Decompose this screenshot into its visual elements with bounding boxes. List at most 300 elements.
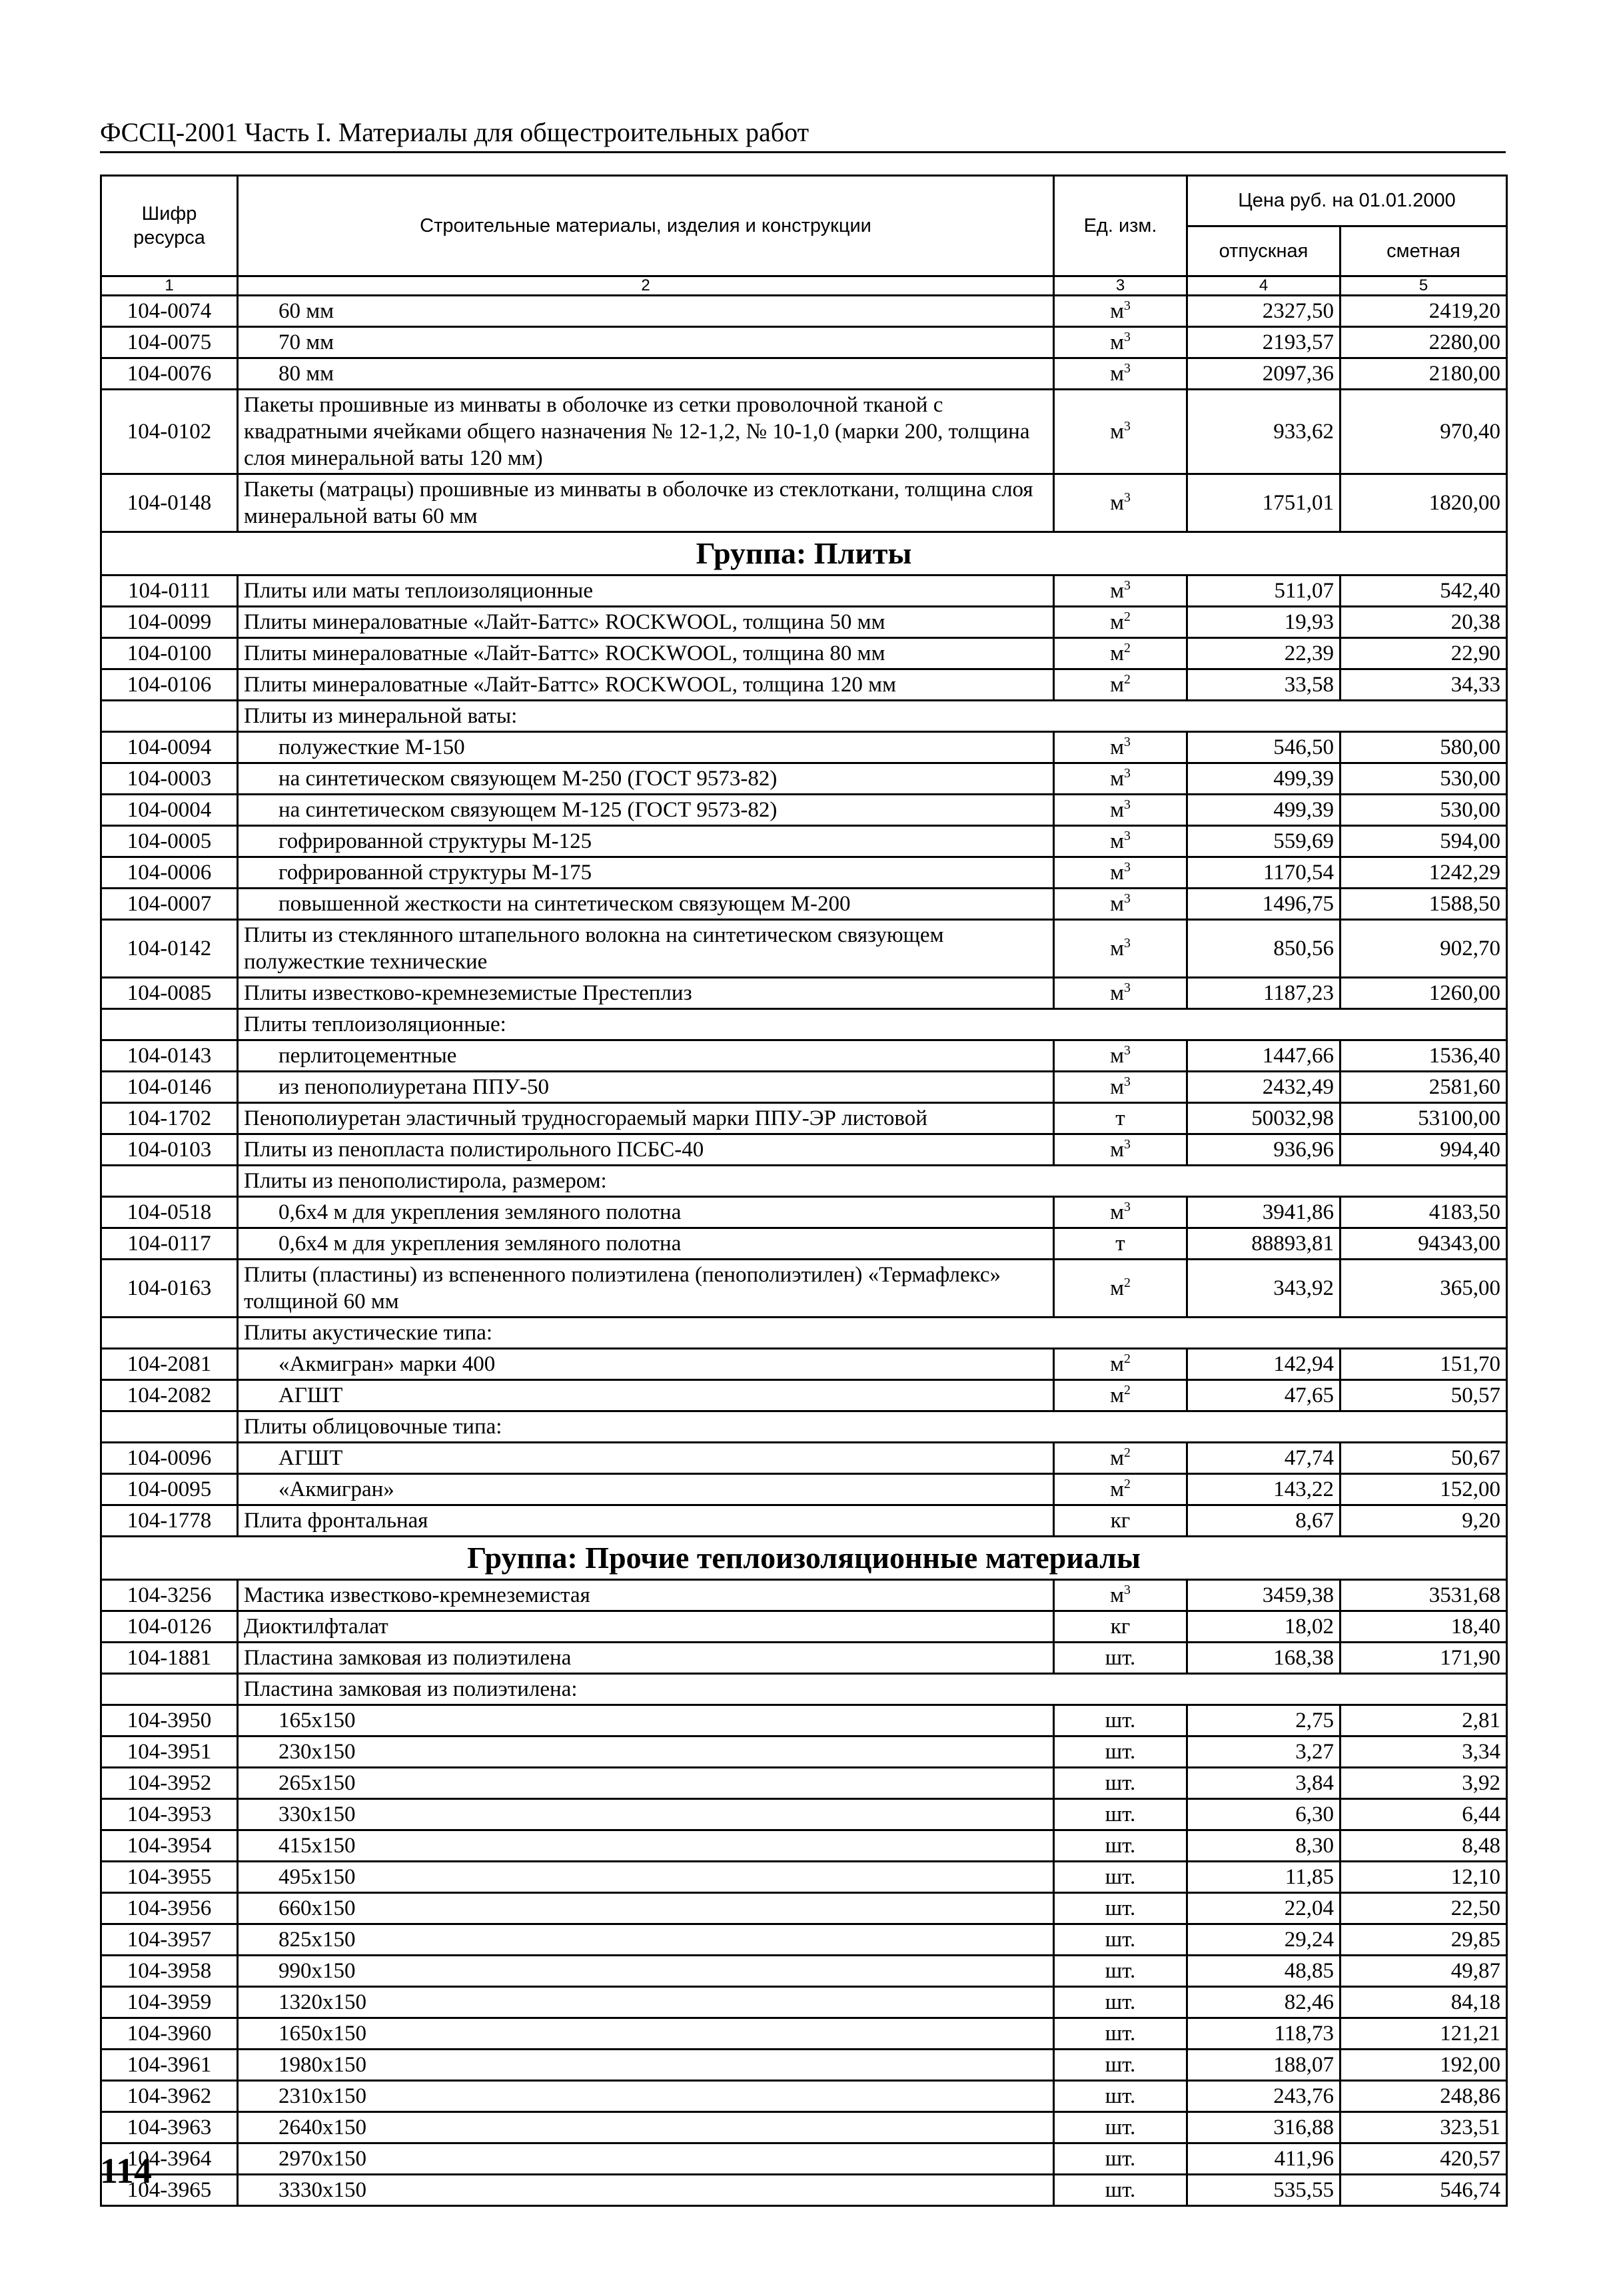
material-name: 0,6х4 м для укрепления земляного полотна bbox=[238, 1197, 1054, 1228]
subheading-row bbox=[101, 1166, 1507, 1197]
unit-cell bbox=[1054, 327, 1187, 358]
resource-code: 104-0096 bbox=[101, 1443, 238, 1474]
material-name: 660х150 bbox=[238, 1893, 1054, 1924]
table-row bbox=[101, 1505, 1507, 1537]
header-estimate-price: сметная bbox=[1341, 226, 1507, 276]
table-row bbox=[101, 1987, 1507, 2018]
unit-text: кг bbox=[1110, 1615, 1131, 1639]
table-row bbox=[101, 1799, 1507, 1830]
resource-code: 104-0126 bbox=[101, 1611, 238, 1643]
estimate-price: 152,00 bbox=[1341, 1474, 1507, 1505]
unit-text: шт. bbox=[1105, 1928, 1136, 1952]
unit-exponent: 2 bbox=[1124, 1351, 1131, 1366]
release-price: 243,76 bbox=[1187, 2081, 1341, 2112]
row-code-empty bbox=[101, 1411, 238, 1443]
unit-text: м bbox=[1110, 861, 1124, 885]
release-price: 2,75 bbox=[1187, 1705, 1341, 1736]
unit-cell bbox=[1054, 857, 1187, 889]
resource-code: 104-1702 bbox=[101, 1103, 238, 1134]
material-name: Диоктилфталат bbox=[238, 1611, 1054, 1643]
unit-exponent: 3 bbox=[1124, 797, 1131, 812]
unit-cell bbox=[1054, 575, 1187, 607]
unit-exponent: 3 bbox=[1124, 1583, 1131, 1597]
price-table bbox=[100, 175, 1508, 2207]
unit-text: шт. bbox=[1105, 2115, 1136, 2139]
unit-cell bbox=[1054, 1197, 1187, 1228]
row-code-empty bbox=[101, 701, 238, 732]
release-price: 188,07 bbox=[1187, 2050, 1341, 2081]
subheading-filler bbox=[1054, 1166, 1507, 1197]
estimate-price: 6,44 bbox=[1341, 1799, 1507, 1830]
unit-text: м bbox=[1110, 330, 1124, 354]
resource-code: 104-0094 bbox=[101, 732, 238, 763]
resource-code: 104-3959 bbox=[101, 1987, 238, 2018]
unit-cell bbox=[1054, 1040, 1187, 1072]
resource-code: 104-0006 bbox=[101, 857, 238, 889]
table-row bbox=[101, 763, 1507, 795]
unit-cell bbox=[1054, 1349, 1187, 1380]
resource-code: 104-0007 bbox=[101, 889, 238, 920]
unit-text: м bbox=[1110, 610, 1124, 634]
release-price: 2432,49 bbox=[1187, 1072, 1341, 1103]
release-price: 47,74 bbox=[1187, 1443, 1341, 1474]
material-name: Плиты минераловатные «Лайт-Баттс» ROCKWOOL, толщина 80 мм bbox=[238, 638, 1054, 669]
table-row bbox=[101, 2175, 1507, 2206]
table-row bbox=[101, 1956, 1507, 1987]
unit-exponent: 2 bbox=[1124, 1276, 1131, 1290]
material-name: «Акмигран» bbox=[238, 1474, 1054, 1505]
estimate-price: 50,67 bbox=[1341, 1443, 1507, 1474]
material-name: перлитоцементные bbox=[238, 1040, 1054, 1072]
resource-code: 104-1778 bbox=[101, 1505, 238, 1537]
unit-text: м bbox=[1110, 1352, 1124, 1376]
material-name: гофрированной структуры М-175 bbox=[238, 857, 1054, 889]
subheading-row bbox=[101, 1318, 1507, 1349]
column-number: 1 bbox=[101, 276, 238, 296]
unit-text: шт. bbox=[1105, 1959, 1136, 1983]
table-row bbox=[101, 607, 1507, 638]
release-price: 936,96 bbox=[1187, 1134, 1341, 1166]
resource-code: 104-0004 bbox=[101, 795, 238, 826]
unit-cell bbox=[1054, 1987, 1187, 2018]
unit-cell bbox=[1054, 1611, 1187, 1643]
resource-code: 104-3965 bbox=[101, 2175, 238, 2206]
unit-text: м bbox=[1110, 1075, 1124, 1099]
estimate-price: 3,92 bbox=[1341, 1768, 1507, 1799]
subheading-filler bbox=[1054, 1674, 1507, 1705]
unit-cell bbox=[1054, 1260, 1187, 1318]
unit-cell bbox=[1054, 732, 1187, 763]
unit-cell bbox=[1054, 978, 1187, 1009]
resource-code: 104-0111 bbox=[101, 575, 238, 607]
unit-cell bbox=[1054, 1705, 1187, 1736]
unit-exponent: 3 bbox=[1124, 860, 1131, 875]
material-name: Плиты минераловатные «Лайт-Баттс» ROCKWOOL, толщина 120 мм bbox=[238, 669, 1054, 701]
resource-code: 104-0143 bbox=[101, 1040, 238, 1072]
unit-cell bbox=[1054, 889, 1187, 920]
resource-code: 104-0100 bbox=[101, 638, 238, 669]
release-price: 2097,36 bbox=[1187, 358, 1341, 390]
resource-code: 104-3956 bbox=[101, 1893, 238, 1924]
unit-text: шт. bbox=[1105, 2084, 1136, 2108]
estimate-price: 594,00 bbox=[1341, 826, 1507, 857]
subheading-row bbox=[101, 701, 1507, 732]
resource-code: 104-3950 bbox=[101, 1705, 238, 1736]
estimate-price: 2180,00 bbox=[1341, 358, 1507, 390]
table-row bbox=[101, 296, 1507, 327]
group-title: Группа: Плиты bbox=[101, 532, 1507, 575]
resource-code: 104-3954 bbox=[101, 1830, 238, 1862]
table-row bbox=[101, 1736, 1507, 1768]
table-row bbox=[101, 1611, 1507, 1643]
resource-code: 104-0085 bbox=[101, 978, 238, 1009]
table-row bbox=[101, 358, 1507, 390]
unit-cell bbox=[1054, 1443, 1187, 1474]
table-row bbox=[101, 390, 1507, 474]
unit-text: т bbox=[1115, 1106, 1125, 1130]
material-name: на синтетическом связующем М-250 (ГОСТ 9573-82) bbox=[238, 763, 1054, 795]
estimate-price: 121,21 bbox=[1341, 2018, 1507, 2050]
unit-exponent: 3 bbox=[1124, 1137, 1131, 1152]
estimate-price: 1536,40 bbox=[1341, 1040, 1507, 1072]
subheading-row bbox=[101, 1411, 1507, 1443]
material-name: 825х150 bbox=[238, 1924, 1054, 1956]
release-price: 559,69 bbox=[1187, 826, 1341, 857]
release-price: 47,65 bbox=[1187, 1380, 1341, 1411]
table-row bbox=[101, 2018, 1507, 2050]
unit-cell bbox=[1054, 1924, 1187, 1956]
unit-exponent: 3 bbox=[1124, 330, 1131, 344]
release-price: 3,84 bbox=[1187, 1768, 1341, 1799]
header-code: Шифр ресурса bbox=[101, 176, 238, 276]
estimate-price: 22,90 bbox=[1341, 638, 1507, 669]
unit-cell bbox=[1054, 1505, 1187, 1537]
estimate-price: 4183,50 bbox=[1341, 1197, 1507, 1228]
material-name: 230х150 bbox=[238, 1736, 1054, 1768]
table-row bbox=[101, 732, 1507, 763]
material-name: 990х150 bbox=[238, 1956, 1054, 1987]
unit-cell bbox=[1054, 1830, 1187, 1862]
table-row bbox=[101, 857, 1507, 889]
unit-cell bbox=[1054, 1580, 1187, 1611]
unit-text: м bbox=[1110, 937, 1124, 960]
unit-text: шт. bbox=[1105, 1865, 1136, 1889]
table-row bbox=[101, 978, 1507, 1009]
column-number: 4 bbox=[1187, 276, 1341, 296]
unit-exponent: 3 bbox=[1124, 829, 1131, 843]
table-row bbox=[101, 1643, 1507, 1674]
subheading-row bbox=[101, 1674, 1507, 1705]
estimate-price: 9,20 bbox=[1341, 1505, 1507, 1537]
unit-cell bbox=[1054, 2143, 1187, 2175]
release-price: 22,04 bbox=[1187, 1893, 1341, 1924]
release-price: 1187,23 bbox=[1187, 978, 1341, 1009]
unit-exponent: 3 bbox=[1124, 891, 1131, 906]
material-name: 2970х150 bbox=[238, 2143, 1054, 2175]
unit-text: шт. bbox=[1105, 1646, 1136, 1670]
release-price: 1170,54 bbox=[1187, 857, 1341, 889]
estimate-price: 8,48 bbox=[1341, 1830, 1507, 1862]
unit-text: шт. bbox=[1105, 1990, 1136, 2014]
unit-cell bbox=[1054, 1228, 1187, 1260]
material-name: АГШТ bbox=[238, 1380, 1054, 1411]
release-price: 933,62 bbox=[1187, 390, 1341, 474]
unit-cell bbox=[1054, 1072, 1187, 1103]
material-name: 165х150 bbox=[238, 1705, 1054, 1736]
resource-code: 104-2082 bbox=[101, 1380, 238, 1411]
resource-code: 104-3962 bbox=[101, 2081, 238, 2112]
resource-code: 104-0076 bbox=[101, 358, 238, 390]
table-row bbox=[101, 1260, 1507, 1318]
material-name: 330х150 bbox=[238, 1799, 1054, 1830]
page-number: 114 bbox=[100, 2151, 153, 2191]
table-row bbox=[101, 1830, 1507, 1862]
estimate-price: 94343,00 bbox=[1341, 1228, 1507, 1260]
estimate-price: 18,40 bbox=[1341, 1611, 1507, 1643]
unit-text: м bbox=[1110, 829, 1124, 853]
unit-text: м bbox=[1110, 767, 1124, 791]
estimate-price: 29,85 bbox=[1341, 1924, 1507, 1956]
release-price: 8,30 bbox=[1187, 1830, 1341, 1862]
unit-text: м bbox=[1110, 362, 1124, 386]
unit-text: шт. bbox=[1105, 1771, 1136, 1795]
release-price: 511,07 bbox=[1187, 575, 1341, 607]
table-row bbox=[101, 638, 1507, 669]
resource-code: 104-0142 bbox=[101, 920, 238, 978]
unit-cell bbox=[1054, 474, 1187, 532]
table-row bbox=[101, 2112, 1507, 2143]
resource-code: 104-0146 bbox=[101, 1072, 238, 1103]
material-name: полужесткие М-150 bbox=[238, 732, 1054, 763]
estimate-price: 1260,00 bbox=[1341, 978, 1507, 1009]
release-price: 8,67 bbox=[1187, 1505, 1341, 1537]
material-name: 0,6х4 м для укрепления земляного полотна bbox=[238, 1228, 1054, 1260]
table-row bbox=[101, 575, 1507, 607]
unit-exponent: 2 bbox=[1124, 1383, 1131, 1397]
table-header-row bbox=[101, 176, 1507, 226]
unit-text: м bbox=[1110, 892, 1124, 916]
column-number: 3 bbox=[1054, 276, 1187, 296]
unit-cell bbox=[1054, 1956, 1187, 1987]
estimate-price: 171,90 bbox=[1341, 1643, 1507, 1674]
estimate-price: 1588,50 bbox=[1341, 889, 1507, 920]
estimate-price: 580,00 bbox=[1341, 732, 1507, 763]
resource-code: 104-3957 bbox=[101, 1924, 238, 1956]
subheading-text: Пластина замковая из полиэтилена: bbox=[238, 1674, 1054, 1705]
subheading-filler bbox=[1054, 701, 1507, 732]
estimate-price: 1820,00 bbox=[1341, 474, 1507, 532]
estimate-price: 365,00 bbox=[1341, 1260, 1507, 1318]
table-row bbox=[101, 2050, 1507, 2081]
unit-exponent: 2 bbox=[1124, 609, 1131, 624]
material-name: Плиты известково-кремнеземистые Престеплиз bbox=[238, 978, 1054, 1009]
table-row bbox=[101, 1580, 1507, 1611]
header-price: Цена руб. на 01.01.2000 bbox=[1187, 176, 1507, 226]
release-price: 168,38 bbox=[1187, 1643, 1341, 1674]
unit-exponent: 3 bbox=[1124, 298, 1131, 313]
table-row bbox=[101, 1349, 1507, 1380]
unit-cell bbox=[1054, 1862, 1187, 1893]
table-row bbox=[101, 669, 1507, 701]
subheading-text: Плиты акустические типа: bbox=[238, 1318, 1054, 1349]
table-row bbox=[101, 1103, 1507, 1134]
estimate-price: 530,00 bbox=[1341, 763, 1507, 795]
subheading-text: Плиты из минеральной ваты: bbox=[238, 701, 1054, 732]
unit-text: шт. bbox=[1105, 1802, 1136, 1826]
resource-code: 104-3964 bbox=[101, 2143, 238, 2175]
unit-cell bbox=[1054, 763, 1187, 795]
material-name: Плиты или маты теплоизоляционные bbox=[238, 575, 1054, 607]
material-name: 495х150 bbox=[238, 1862, 1054, 1893]
unit-text: м bbox=[1110, 981, 1124, 1005]
unit-text: шт. bbox=[1105, 1896, 1136, 1920]
resource-code: 104-0005 bbox=[101, 826, 238, 857]
unit-text: м bbox=[1110, 673, 1124, 697]
estimate-price: 50,57 bbox=[1341, 1380, 1507, 1411]
release-price: 50032,98 bbox=[1187, 1103, 1341, 1134]
material-name: гофрированной структуры М-125 bbox=[238, 826, 1054, 857]
resource-code: 104-0074 bbox=[101, 296, 238, 327]
unit-text: м bbox=[1110, 798, 1124, 822]
table-row bbox=[101, 1474, 1507, 1505]
material-name: Плиты из стеклянного штапельного волокна на синтетическом связующем полужесткие технические bbox=[238, 920, 1054, 978]
unit-exponent: 2 bbox=[1124, 1477, 1131, 1491]
release-price: 48,85 bbox=[1187, 1956, 1341, 1987]
unit-text: шт. bbox=[1105, 2022, 1136, 2046]
estimate-price: 12,10 bbox=[1341, 1862, 1507, 1893]
unit-text: шт. bbox=[1105, 1834, 1136, 1858]
estimate-price: 34,33 bbox=[1341, 669, 1507, 701]
release-price: 2193,57 bbox=[1187, 327, 1341, 358]
resource-code: 104-0148 bbox=[101, 474, 238, 532]
unit-text: м bbox=[1110, 1477, 1124, 1501]
table-row bbox=[101, 1862, 1507, 1893]
estimate-price: 2419,20 bbox=[1341, 296, 1507, 327]
unit-cell bbox=[1054, 1768, 1187, 1799]
resource-code: 104-3958 bbox=[101, 1956, 238, 1987]
release-price: 29,24 bbox=[1187, 1924, 1341, 1956]
resource-code: 104-1881 bbox=[101, 1643, 238, 1674]
column-numbers-row bbox=[101, 276, 1507, 296]
material-name: 2310х150 bbox=[238, 2081, 1054, 2112]
unit-cell bbox=[1054, 1643, 1187, 1674]
release-price: 2327,50 bbox=[1187, 296, 1341, 327]
release-price: 1751,01 bbox=[1187, 474, 1341, 532]
material-name: Пакеты прошивные из минваты в оболочке из сетки проволочной тканой с квадратными ячейками общего назначения № 12-1,2, № 10-1,0 (марки 200, толщина слоя минеральной ваты 120 мм) bbox=[238, 390, 1054, 474]
resource-code: 104-0163 bbox=[101, 1260, 238, 1318]
estimate-price: 2,81 bbox=[1341, 1705, 1507, 1736]
group-row bbox=[101, 1537, 1507, 1580]
material-name: 1980х150 bbox=[238, 2050, 1054, 2081]
table-row bbox=[101, 1893, 1507, 1924]
resource-code: 104-0102 bbox=[101, 390, 238, 474]
material-name: Плиты минераловатные «Лайт-Баттс» ROCKWOOL, толщина 50 мм bbox=[238, 607, 1054, 638]
release-price: 411,96 bbox=[1187, 2143, 1341, 2175]
unit-text: м bbox=[1110, 1583, 1124, 1607]
subheading-text: Плиты из пенополистирола, размером: bbox=[238, 1166, 1054, 1197]
material-name: 70 мм bbox=[238, 327, 1054, 358]
resource-code: 104-0518 bbox=[101, 1197, 238, 1228]
row-code-empty bbox=[101, 1009, 238, 1040]
release-price: 3941,86 bbox=[1187, 1197, 1341, 1228]
unit-cell bbox=[1054, 2175, 1187, 2206]
release-price: 499,39 bbox=[1187, 763, 1341, 795]
unit-cell bbox=[1054, 826, 1187, 857]
unit-cell bbox=[1054, 358, 1187, 390]
table-row bbox=[101, 1040, 1507, 1072]
resource-code: 104-3960 bbox=[101, 2018, 238, 2050]
material-name: 1320х150 bbox=[238, 1987, 1054, 2018]
unit-exponent: 2 bbox=[1124, 672, 1131, 687]
release-price: 33,58 bbox=[1187, 669, 1341, 701]
estimate-price: 323,51 bbox=[1341, 2112, 1507, 2143]
estimate-price: 22,50 bbox=[1341, 1893, 1507, 1924]
row-code-empty bbox=[101, 1318, 238, 1349]
unit-exponent: 3 bbox=[1124, 1043, 1131, 1058]
subheading-text: Плиты облицовочные типа: bbox=[238, 1411, 1054, 1443]
table-row bbox=[101, 1443, 1507, 1474]
material-name: повышенной жесткости на синтетическом связующем М-200 bbox=[238, 889, 1054, 920]
material-name: Пенополиуретан эластичный трудносгораемый марки ППУ-ЭР листовой bbox=[238, 1103, 1054, 1134]
material-name: Пластина замковая из полиэтилена bbox=[238, 1643, 1054, 1674]
unit-cell bbox=[1054, 2081, 1187, 2112]
unit-text: м bbox=[1110, 1200, 1124, 1224]
header-name: Строительные материалы, изделия и конструкции bbox=[238, 176, 1054, 276]
unit-text: м bbox=[1110, 1383, 1124, 1407]
unit-text: кг bbox=[1110, 1509, 1131, 1533]
unit-cell bbox=[1054, 1380, 1187, 1411]
resource-code: 104-3953 bbox=[101, 1799, 238, 1830]
unit-cell bbox=[1054, 1103, 1187, 1134]
unit-text: м bbox=[1110, 420, 1124, 444]
resource-code: 104-0099 bbox=[101, 607, 238, 638]
unit-cell bbox=[1054, 607, 1187, 638]
unit-cell bbox=[1054, 2050, 1187, 2081]
release-price: 142,94 bbox=[1187, 1349, 1341, 1380]
resource-code: 104-3955 bbox=[101, 1862, 238, 1893]
material-name: Пакеты (матрацы) прошивные из минваты в оболочке из стеклоткани, толщина слоя минеральной ваты 60 мм bbox=[238, 474, 1054, 532]
material-name: 1650х150 bbox=[238, 2018, 1054, 2050]
material-name: «Акмигран» марки 400 bbox=[238, 1349, 1054, 1380]
unit-text: м bbox=[1110, 1138, 1124, 1162]
unit-cell bbox=[1054, 669, 1187, 701]
estimate-price: 546,74 bbox=[1341, 2175, 1507, 2206]
resource-code: 104-0003 bbox=[101, 763, 238, 795]
unit-text: шт. bbox=[1105, 1740, 1136, 1764]
unit-cell bbox=[1054, 1474, 1187, 1505]
estimate-price: 84,18 bbox=[1341, 1987, 1507, 2018]
unit-text: м bbox=[1110, 641, 1124, 665]
material-name: на синтетическом связующем М-125 (ГОСТ 9573-82) bbox=[238, 795, 1054, 826]
material-name: Плиты из пенопласта полистирольного ПСБС-40 bbox=[238, 1134, 1054, 1166]
estimate-price: 2280,00 bbox=[1341, 327, 1507, 358]
unit-text: шт. bbox=[1105, 1709, 1136, 1732]
unit-cell bbox=[1054, 920, 1187, 978]
estimate-price: 2581,60 bbox=[1341, 1072, 1507, 1103]
release-price: 6,30 bbox=[1187, 1799, 1341, 1830]
release-price: 82,46 bbox=[1187, 1987, 1341, 2018]
release-price: 19,93 bbox=[1187, 607, 1341, 638]
unit-exponent: 3 bbox=[1124, 1200, 1131, 1214]
release-price: 18,02 bbox=[1187, 1611, 1341, 1643]
estimate-price: 530,00 bbox=[1341, 795, 1507, 826]
table-row bbox=[101, 889, 1507, 920]
table-row bbox=[101, 1072, 1507, 1103]
column-number: 5 bbox=[1341, 276, 1507, 296]
unit-text: м bbox=[1110, 1276, 1124, 1300]
estimate-price: 1242,29 bbox=[1341, 857, 1507, 889]
unit-exponent: 3 bbox=[1124, 578, 1131, 593]
